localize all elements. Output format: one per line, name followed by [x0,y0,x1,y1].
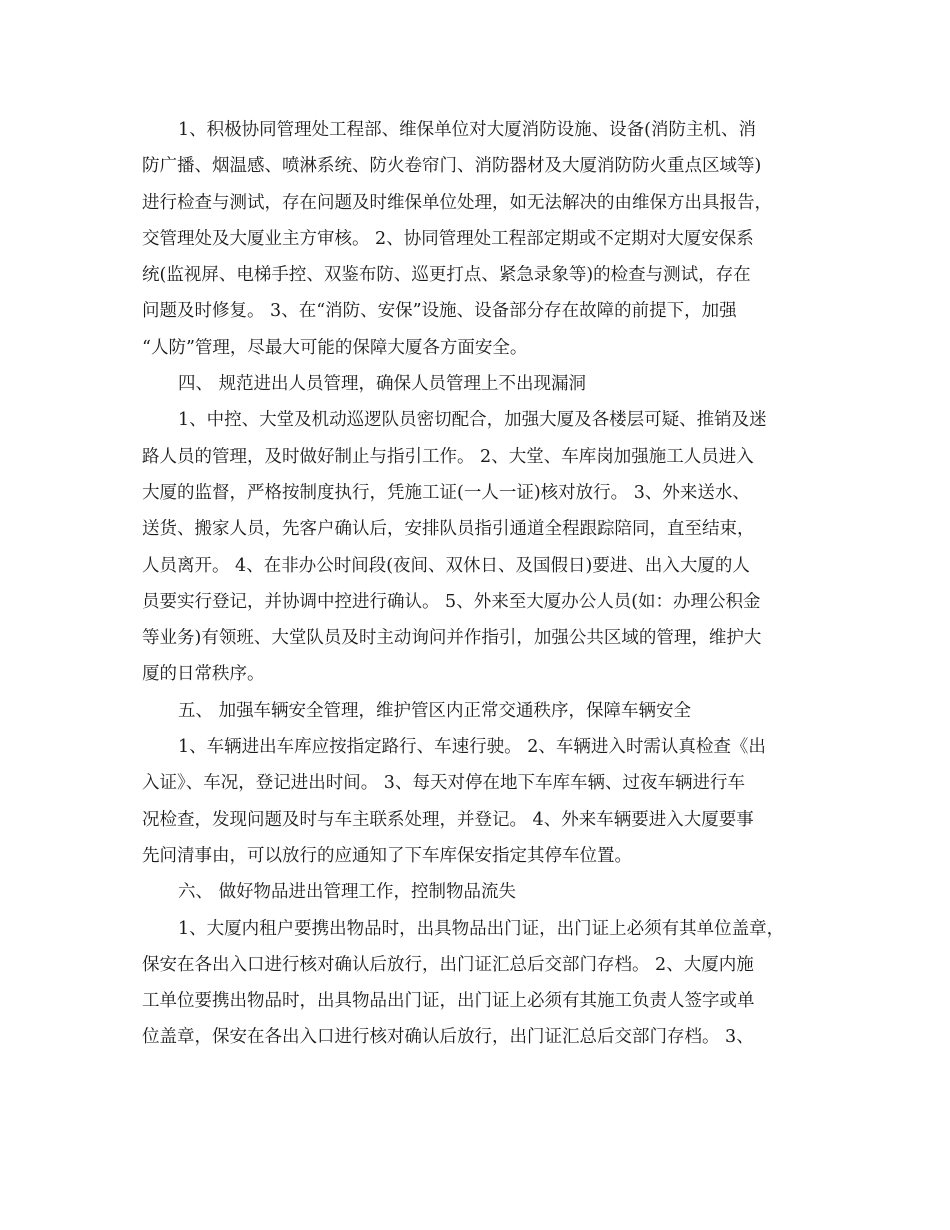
text-line: 1、车辆进出车库应按指定路行、车速行驶。 2、车辆进入时需认真检查《出 [178,737,766,758]
text-line: 况检查，发现问题及时与车主联系处理，并登记。 4、外来车辆要进入大厦要事 [142,809,754,830]
text-line: 厦的日常秩序。 [142,664,265,685]
text-line: 等业务)有领班、大堂队员及时主动询问并作指引，加强公共区域的管理，维护大 [142,628,762,649]
text-line: 交管理处及大厦业主方审核。 2、协同管理处工程部定期或不定期对大厦安保系 [142,228,754,249]
text-line: 入证》、车况，登记进出时间。 3、每天对停在地下车库车辆、过夜车辆进行车 [142,773,745,794]
text-line: 人员离开。 4、在非办公时间段(夜间、双休日、及国假日)要进、出入大厦的人 [142,555,750,576]
text-line: 大厦的监督，严格按制度执行，凭施工证(一人一证)核对放行。 3、外来送水、 [142,482,750,503]
section-heading-five: 五、 加强车辆安全管理，维护管区内正常交通秩序，保障车辆安全 [178,700,692,721]
text-line: 防广播、烟温感、喷淋系统、防火卷帘门、消防器材及大厦消防防火重点区域等) [142,156,762,177]
text-line: 送货、搬家人员，先客户确认后，安排队员指引通道全程跟踪陪同，直至结束， [142,519,755,540]
text-line: 工单位要携出物品时，出具物品出门证，出门证上必须有其施工负责人签字或单 [142,991,755,1012]
text-line: 先问清事由，可以放行的应通知了下车库保安指定其停车位置。 [142,845,632,866]
text-line: “人防”管理，尽最大可能的保障大厦各方面安全。 [142,337,528,358]
text-line: 1、积极协同管理处工程部、维保单位对大厦消防设施、设备(消防主机、消 [178,120,756,140]
section-heading-four: 四、 规范进出人员管理，确保人员管理上不出现漏洞 [178,374,587,395]
text-line: 员要实行登记，并协调中控进行确认。 5、外来至大厦办公人员(如：办理公积金 [142,591,761,612]
document-body [142,112,808,1056]
text-line: 1、中控、大堂及机动巡逻队员密切配合，加强大厦及各楼层可疑、推销及迷 [178,410,767,431]
text-line: 保安在各出入口进行核对确认后放行，出门证汇总后交部门存档。 2、大厦内施 [142,954,754,975]
text-line: 位盖章，保安在各出入口进行核对确认后放行，出门证汇总后交部门存档。 3、 [142,1027,754,1048]
text-line: 统(监视屏、电梯手控、双鉴布防、巡更打点、紧急录象等)的检查与测试，存在 [142,265,751,286]
text-line: 进行检查与测试，存在问题及时维保单位处理，如无法解决的由维保方出具报告， [142,192,772,213]
text-line: 路人员的管理，及时做好制止与指引工作。 2、大堂、车库岗加强施工人员进入 [142,446,754,467]
section-heading-six: 六、 做好物品进出管理工作，控制物品流失 [178,882,517,903]
text-line: 问题及时修复。 3、在“消防、安保”设施、设备部分存在故障的前提下，加强 [142,301,737,322]
text-line: 1、大厦内租户要携出物品时，出具物品出门证，出门证上必须有其单位盖章， [178,918,785,939]
